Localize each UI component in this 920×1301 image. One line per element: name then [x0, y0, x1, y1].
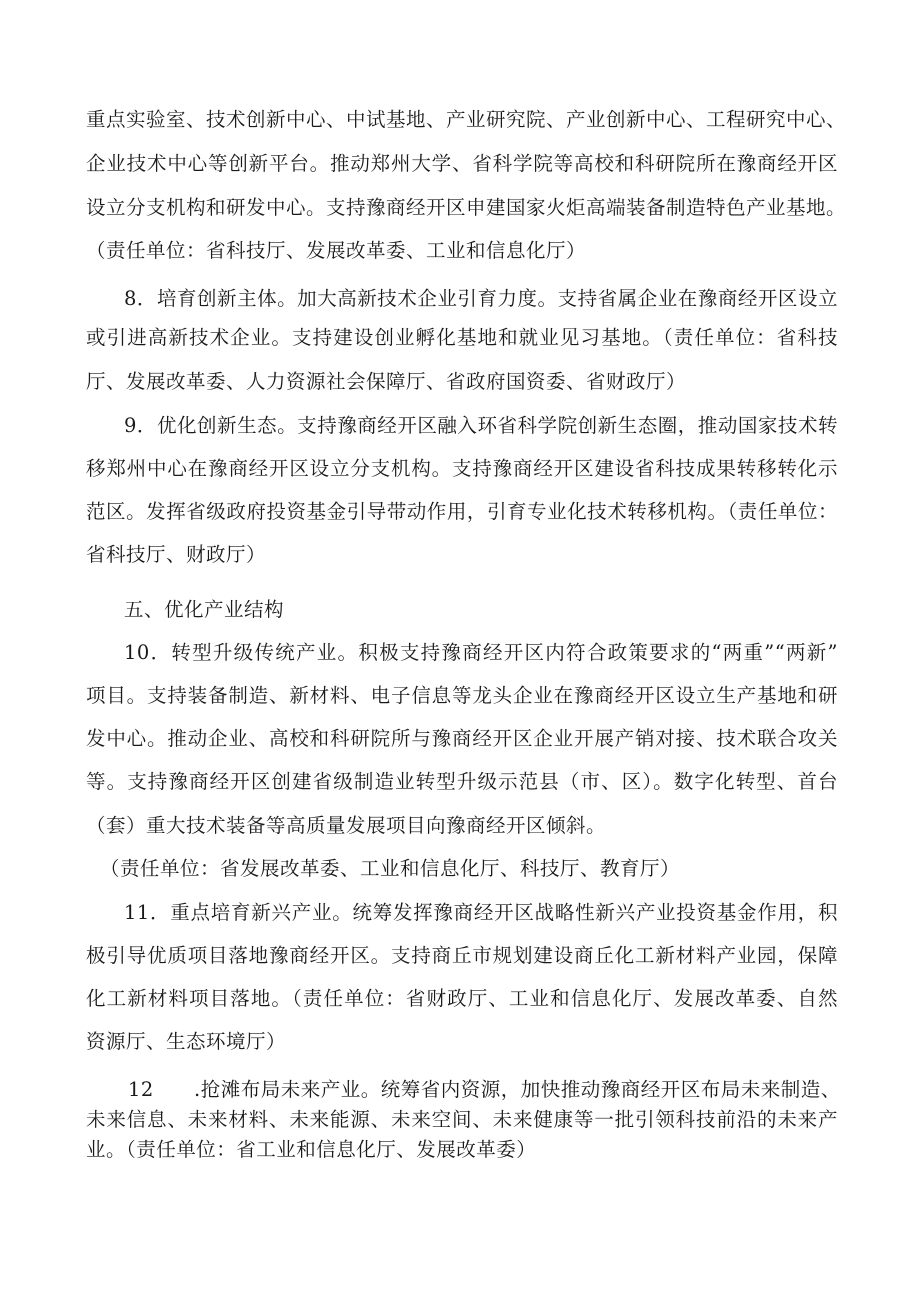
paragraph-line: 等。支持豫商经开区创建省级制造业转型升级示范县（市、区）。数字化转型、首台 — [86, 770, 838, 793]
paragraph-line: 设立分支机构和研发中心。支持豫商经开区申建国家火炬高端装备制造特色产业基地。 — [86, 196, 847, 219]
paragraph-text: .抢滩布局未来产业。统筹省内资源，加快推动豫商经开区布局未来制造、 — [194, 1078, 841, 1101]
paragraph-line: 或引进高新技术企业。支持建设创业孵化基地和就业见习基地。（责任单位：省科技 — [86, 326, 838, 349]
paragraph-line: 项目。支持装备制造、新材料、电子信息等龙头企业在豫商经开区设立生产基地和研 — [86, 684, 838, 707]
paragraph-line — [128, 1076, 841, 1104]
paragraph-line: 9．优化创新生态。支持豫商经开区融入环省科学院创新生态圈，推动国家技术转 — [124, 414, 838, 437]
paragraph-line: 11．重点培育新兴产业。统筹发挥豫商经开区战略性新兴产业投资基金作用，积 — [124, 901, 838, 924]
paragraph-line: 未来信息、未来材料、未来能源、未来空间、未来健康等一批引领科技前沿的未来产 — [86, 1108, 838, 1131]
item-number: 12 — [128, 1078, 154, 1101]
paragraph-line: 范区。发挥省级政府投资基金引导带动作用，引育专业化技术转移机构。（责任单位： — [86, 500, 838, 523]
paragraph-line: （套）重大技术装备等高质量发展项目向豫商经开区倾斜。 — [86, 814, 607, 837]
paragraph-line: 省科技厅、财政厅） — [86, 543, 267, 566]
paragraph-line: 企业技术中心等创新平台。推动郑州大学、省科学院等高校和科研院所在豫商经开区 — [86, 152, 838, 175]
paragraph-line: 重点实验室、技术创新中心、中试基地、产业研究院、产业创新中心、工程研究中心、 — [86, 108, 847, 131]
section-heading: 五、优化产业结构 — [124, 598, 285, 621]
paragraph-line: 极引导优质项目落地豫商经开区。支持商丘市规划建设商丘化工新材料产业园，保障 — [86, 944, 838, 967]
paragraph-line: （责任单位：省发展改革委、工业和信息化厅、科技厅、教育厅） — [100, 857, 681, 880]
paragraph-line: 厅、发展改革委、人力资源社会保障厅、省政府国资委、省财政厅） — [86, 370, 687, 393]
paragraph-line: 业。（责任单位：省工业和信息化厅、发展改革委） — [86, 1138, 537, 1161]
paragraph-line: 10．转型升级传统产业。积极支持豫商经开区内符合政策要求的“两重”“两新” — [124, 641, 838, 664]
paragraph-line: 移郑州中心在豫商经开区设立分支机构。支持豫商经开区建设省科技成果转移转化示 — [86, 457, 838, 480]
paragraph-line: 发中心。推动企业、高校和科研院所与豫商经开区企业开展产销对接、技术联合攻关 — [86, 727, 838, 750]
paragraph-line: 8．培育创新主体。加大高新技术企业引育力度。支持省属企业在豫商经开区设立 — [124, 287, 838, 310]
paragraph-line: （责任单位：省科技厅、发展改革委、工业和信息化厅） — [86, 239, 587, 262]
paragraph-line: 化工新材料项目落地。（责任单位：省财政厅、工业和信息化厅、发展改革委、自然 — [86, 987, 838, 1010]
paragraph-line: 资源厅、生态环境厅） — [86, 1030, 287, 1053]
